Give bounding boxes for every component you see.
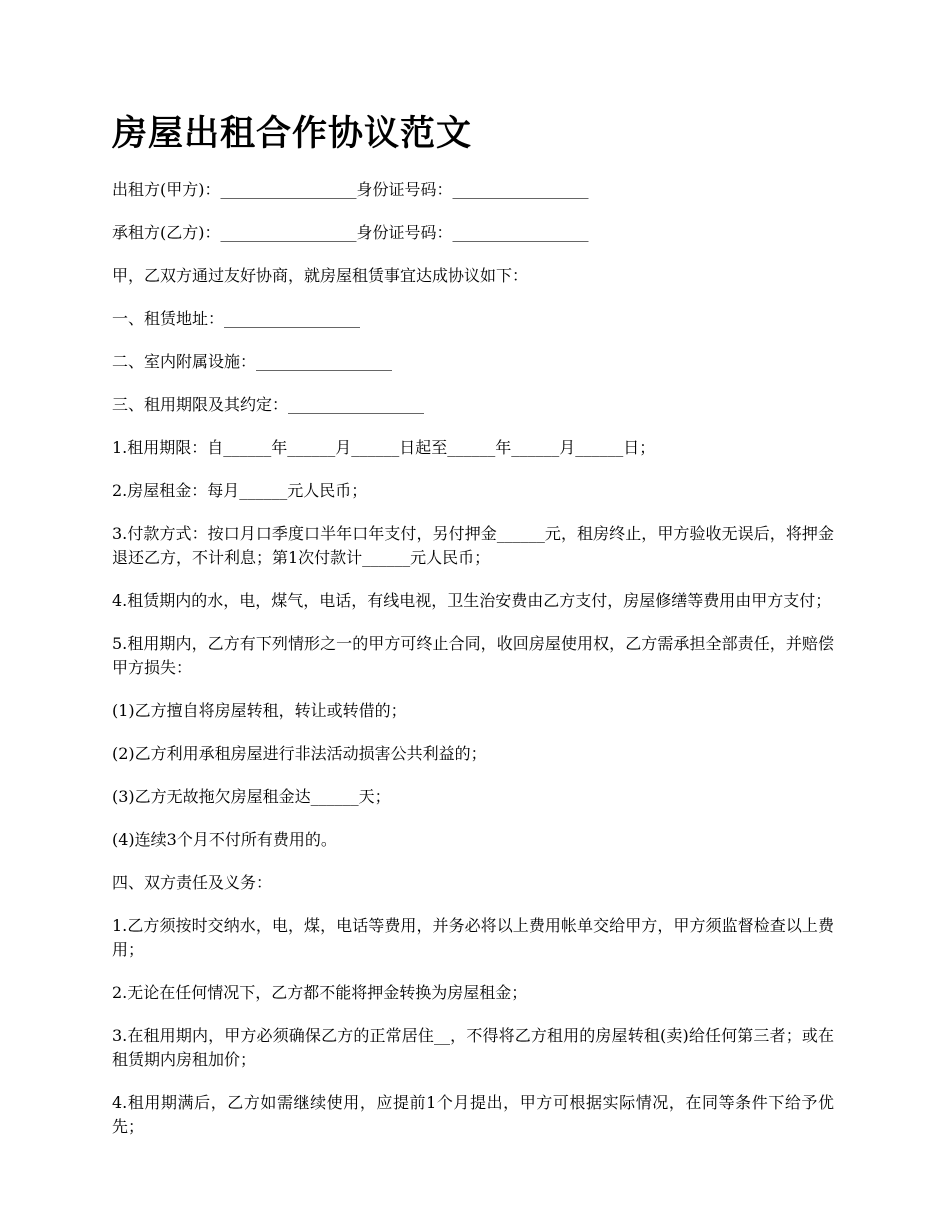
section-4-duties: 四、双方责任及义务： [112,873,273,892]
termination-item-1: (1)乙方擅自将房屋转租，转让或转借的； [112,701,407,720]
clause-termination: 5.租用期内，乙方有下列情形之一的甲方可终止合同，收回房屋使用权，乙方需承担全部责任，并赔偿甲方损失： [112,634,834,677]
duty-item-2: 2.无论在任何情况下，乙方都不能将押金转换为房屋租金； [112,983,528,1002]
clause-term-period: 1.租用期限：自______年______月______日起至______年______月______日； [112,438,656,457]
duty-item-1: 1.乙方须按时交纳水，电，煤，电话等费用，并务必将以上费用帐单交给甲方，甲方须监督检查以上费用； [112,916,834,959]
duty-item-3: 3.在租用期内，甲方必须确保乙方的正常居住__，不得将乙方租用的房屋转租(卖)给任何第三者；或在租赁期内房租加价； [112,1026,834,1069]
clause-utilities: 4.租赁期内的水，电，煤气，电话，有线电视，卫生治安费由乙方支付，房屋修缮等费用由甲方支付； [112,591,832,610]
section-2-facilities: 二、室内附属设施：_________________ [112,352,393,371]
section-1-address: 一、租赁地址：_________________ [112,309,361,328]
section-3-term: 三、租用期限及其约定：_________________ [112,395,425,414]
clause-rent: 2.房屋租金：每月______元人民币； [112,481,368,500]
termination-item-2: (2)乙方利用承租房屋进行非法活动损害公共利益的； [112,744,487,763]
duty-item-4: 4.租用期满后，乙方如需继续使用，应提前1个月提出，甲方可根据实际情况，在同等条件下给予优先； [112,1093,834,1136]
clause-payment: 3.付款方式：按口月口季度口半年口年支付，另付押金______元，租房终止，甲方验收无误后，将押金退还乙方，不计利息；第1次付款计______元人民币； [112,524,834,567]
agreement-intro: 甲，乙双方通过友好协商，就房屋租赁事宜达成协议如下： [112,266,529,285]
document-body [112,178,834,1158]
document-title: 房屋出租合作协议范文 [112,113,473,154]
termination-item-3: (3)乙方无故拖欠房屋租金达______天； [112,787,391,806]
party-a-line: 出租方(甲方)：_________________身份证号码：_________________ [112,180,589,199]
termination-item-4: (4)连续3个月不付所有费用的。 [112,830,337,849]
party-b-line: 承租方(乙方)：_________________身份证号码：_________________ [112,223,589,242]
